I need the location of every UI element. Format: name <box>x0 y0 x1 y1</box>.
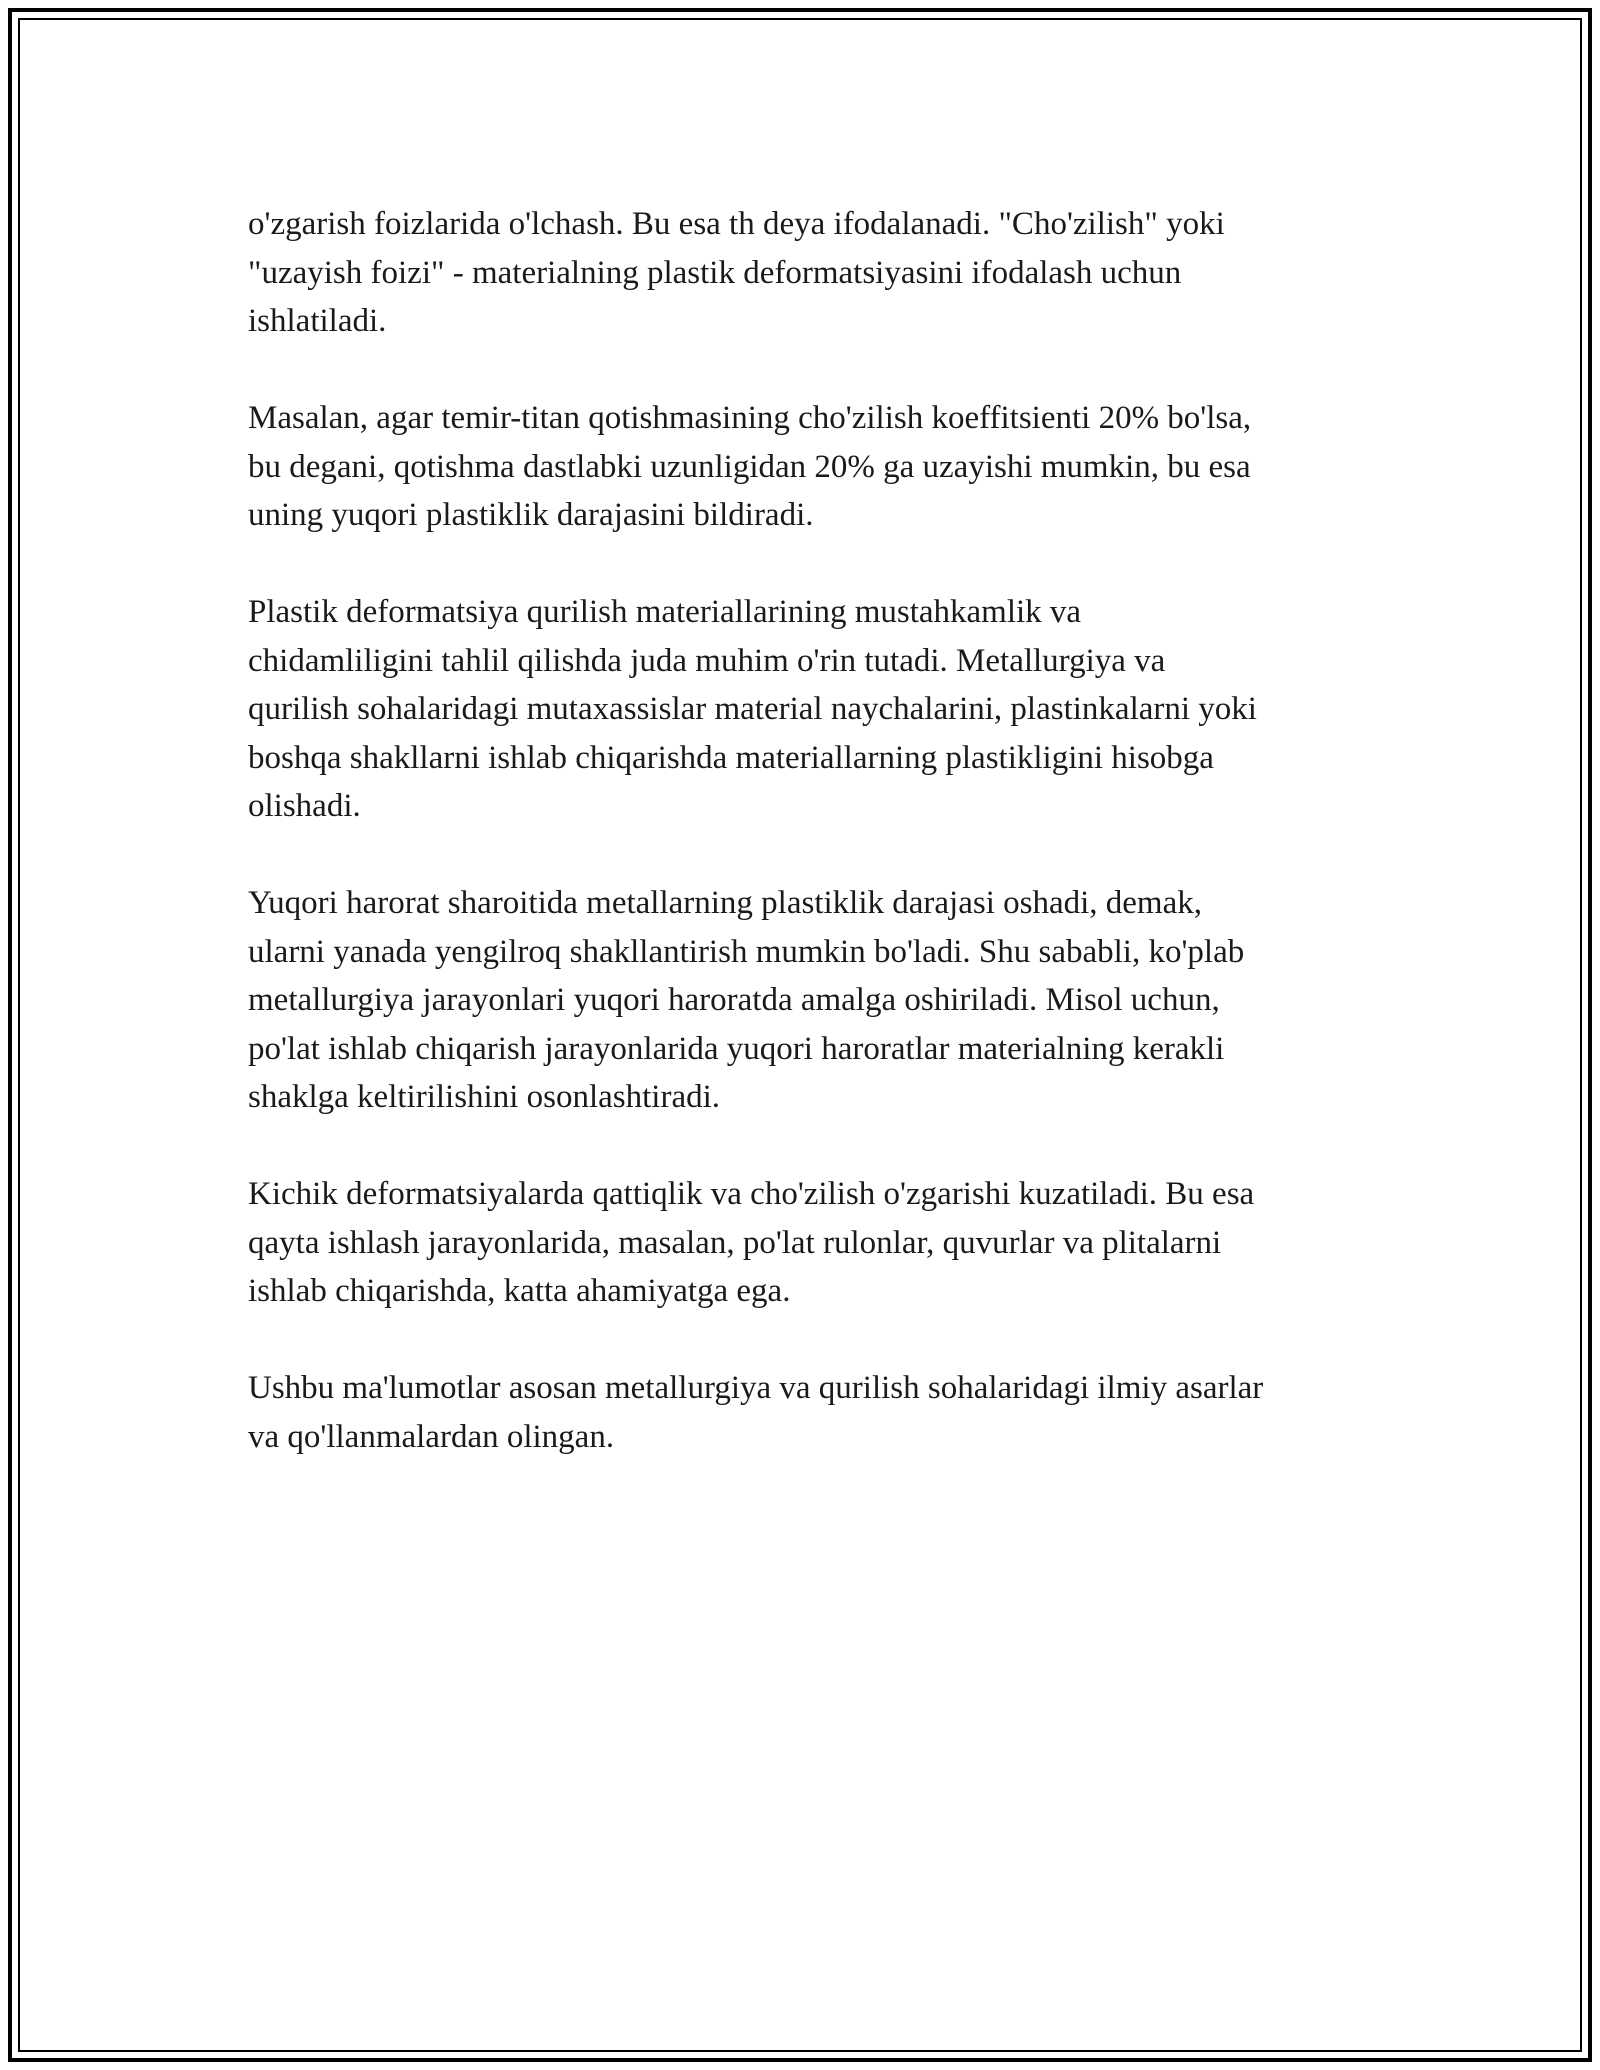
text-line: po'lat ishlab chiqarish jarayonlarida yuqori haroratlar materialning kerakli <box>248 1030 1225 1067</box>
text-line: shaklga keltirilishini osonlashtiradi. <box>248 1079 721 1115</box>
text-line: qayta ishlash jarayonlarida, masalan, po'lat rulonlar, quvurlar va plitalarni <box>248 1224 1222 1261</box>
paragraph <box>248 200 1398 346</box>
text-line: boshqa shakllarni ishlab chiqarishda materiallarning plastikligini hisobga <box>248 739 1214 776</box>
text-line: va qo'llanmalardan olingan. <box>248 1418 615 1455</box>
text-line: Masalan, agar temir-titan qotishmasining cho'zilish koeffitsienti 20% bo'lsa, <box>248 400 1252 436</box>
text-line: metallurgiya jarayonlari yuqori haroratda amalga oshiriladi. Misol uchun, <box>248 982 1220 1018</box>
text-line: ishlatiladi. <box>248 303 387 339</box>
text-line: Kichik deformatsiyalarda qattiqlik va cho'zilish o'zgarishi kuzatiladi. Bu esa <box>248 1176 1255 1212</box>
text-line: "uzayish foizi" - materialning plastik deformatsiyasini ifodalash uchun <box>248 254 1182 291</box>
text-line: qurilish sohalaridagi mutaxassislar material naychalarini, plastinkalarni yoki <box>248 691 1257 727</box>
text-line: ularni yanada yengilroq shakllantirish mumkin bo'ladi. Shu sababli, ko'plab <box>248 933 1245 970</box>
paragraph <box>248 394 1398 540</box>
document-body <box>248 200 1398 1510</box>
text-line: Ushbu ma'lumotlar asosan metallurgiya va qurilish sohalaridagi ilmiy asarlar <box>248 1370 1264 1406</box>
paragraph <box>248 1170 1398 1316</box>
paragraph <box>248 879 1398 1122</box>
text-line: olishadi. <box>248 788 361 824</box>
text-line: uning yuqori plastiklik darajasini bildiradi. <box>248 497 814 533</box>
text-line: chidamliligini tahlil qilishda juda muhim o'rin tutadi. Metallurgiya va <box>248 642 1166 679</box>
paragraph <box>248 1364 1398 1461</box>
text-line: bu degani, qotishma dastlabki uzunligidan 20% ga uzayishi mumkin, bu esa <box>248 448 1251 485</box>
text-line: ishlab chiqarishda, katta ahamiyatga ega. <box>248 1273 791 1309</box>
paragraph <box>248 588 1398 831</box>
text-line: o'zgarish foizlarida o'lchash. Bu esa th deya ifodalanadi. "Cho'zilish" yoki <box>248 206 1225 242</box>
page-border <box>8 8 1592 2062</box>
text-line: Plastik deformatsiya qurilish materiallarining mustahkamlik va <box>248 594 1082 630</box>
text-line: Yuqori harorat sharoitida metallarning plastiklik darajasi oshadi, demak, <box>248 885 1202 921</box>
